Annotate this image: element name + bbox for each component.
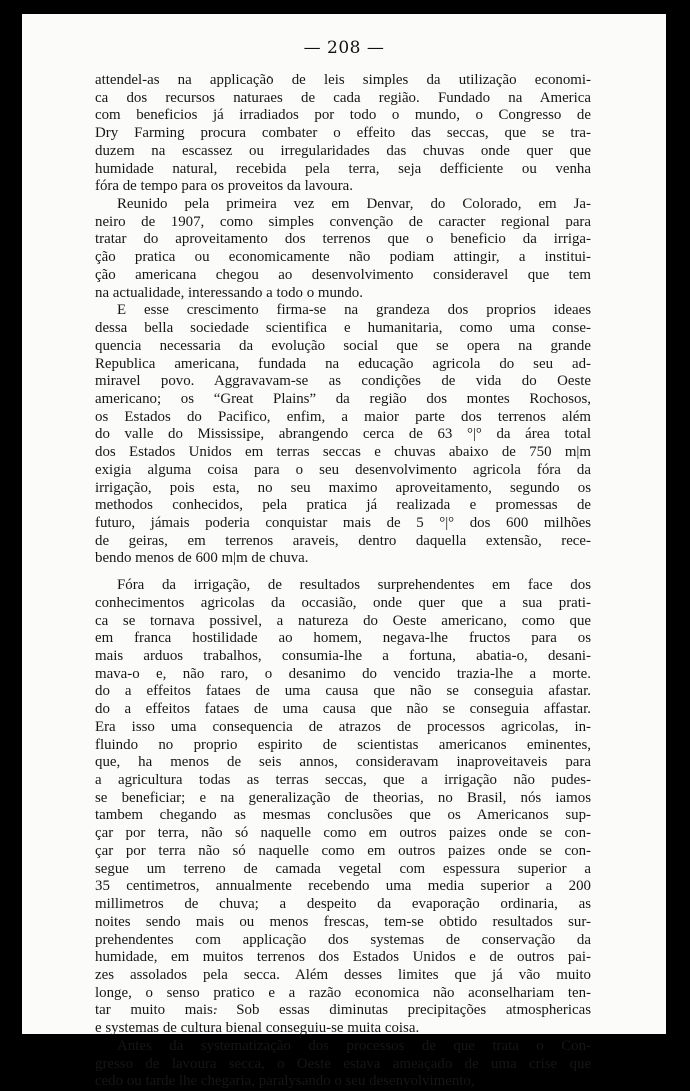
text-line: miravel povo. Aggravavam-se as condições de vida do Oeste xyxy=(95,373,591,390)
text-line: americano; os “Great Plains” da região dos montes Rochosos, xyxy=(95,390,591,407)
text-line: 35 centimetros, annualmente recebendo uma media superior a 200 xyxy=(95,878,591,895)
text-line: mais arduos trabalhos, consumia-lhe a fortuna, abatia-o, desani- xyxy=(95,648,591,664)
paragraph xyxy=(95,1038,591,1091)
body-text xyxy=(95,72,591,1091)
text-line: de geiras, em terrenos araveis, dentro daquella extensão, rece- xyxy=(95,532,591,549)
text-line: Republica americana, fundada na educação agricola do seu ad- xyxy=(95,355,591,372)
text-line: methodos conhecidos, pela pratica já realizada e promessas de xyxy=(95,497,591,514)
text-line: se beneficiar; e na generalização de theorias, no Brasil, nós iamos xyxy=(95,789,591,806)
text-line: dos Estados Unidos em terras seccas e chuvas abaixo de 750 m|m xyxy=(95,444,591,461)
paragraph xyxy=(95,196,591,302)
text-line: na actualidade, interessando a todo o mundo. xyxy=(95,284,363,301)
text-line: tambem chegando as mesmas conclusões que os Americanos sup- xyxy=(95,807,591,824)
text-line: e systemas de cultura bienal conseguiu-se muita coisa. xyxy=(95,1020,420,1037)
text-line: longe, o senso pratico e a razão economica não aconselhariam ten- xyxy=(95,984,591,1001)
text-line: Reunido pela primeira vez em Denvar, do Colorado, em Ja- xyxy=(117,196,591,213)
text-line: zes assolados pela secca. Além desses limites que já vão muito xyxy=(95,966,591,983)
text-line: do a effeitos fataes de uma causa que não se conseguia afastar. xyxy=(95,683,591,700)
text-line: humidade natural, recebida pela terra, seja defficiente ou venha xyxy=(95,160,591,177)
text-line: çar por terra, não só naquelle como em outros paizes onde se con- xyxy=(95,825,591,842)
text-line: futuro, jámais poderia conquistar mais de 5 °|° dos 600 milhões xyxy=(95,514,591,531)
text-line: segue um terreno de camada vegetal com espessura superior a xyxy=(95,860,591,877)
text-line: E esse crescimento firma-se na grandeza dos proprios ideaes xyxy=(117,302,591,319)
text-line: tar muito mais. Sob essas diminutas precipitações atmosphericas xyxy=(95,1002,591,1019)
text-line: conhecimentos agricolas da occasião, onde quer que a sua prati- xyxy=(95,594,591,611)
text-line: os Estados do Pacifico, enfim, a maior parte dos terrenos além xyxy=(95,408,591,425)
text-line: dessa bella sociedade scientifica e humanitaria, como uma conse- xyxy=(95,320,591,337)
text-line: Era isso uma consequencia de atrazos de processos agricolas, in- xyxy=(95,718,591,735)
text-line: prehendentes com applicação dos systemas de conservação da xyxy=(95,931,591,948)
text-line: cedo ou tarde lhe chegaria, paralysando o seu desenvolvimento, xyxy=(95,1073,475,1090)
text-line: Antes da systematização dos processos de que trata o Con- xyxy=(117,1037,591,1054)
text-line: irrigação, pois esta, no seu maximo aproveitamento, segundo os xyxy=(95,479,591,496)
paragraph xyxy=(95,577,591,1038)
paragraph xyxy=(95,72,591,196)
text-line: a agricultura todas as terras seccas, que a irrigação não pudes- xyxy=(95,772,591,789)
text-line: bendo menos de 600 m|m de chuva. xyxy=(95,550,309,567)
text-line: noites sendo mais ou menos frescas, tem-se obtido resultados sur- xyxy=(95,913,591,930)
text-line: que, ha menos de seis annos, consideravam inaproveitaveis para xyxy=(95,754,591,771)
text-line: ção americana chegou ao desenvolvimento consideravel que tem xyxy=(95,266,591,283)
text-line: millimetros de chuva; a despeito da evaporação ordinaria, as xyxy=(95,896,591,913)
text-line: neiro de 1907, como simples convenção de caracter regional para xyxy=(95,213,591,230)
text-line: Fóra da irrigação, de resultados surprehendentes em face dos xyxy=(117,577,591,594)
paragraph xyxy=(95,302,591,568)
text-line: com beneficios já irradiados por todo o mundo, o Congresso de xyxy=(95,107,591,124)
text-line: fluindo no proprio espirito de scientistas americanos eminentes, xyxy=(95,736,591,753)
text-line: mava-o e, não raro, o desanimo do vencido trazia-lhe a morte. xyxy=(95,665,591,682)
text-line: humidade, em muitos terrenos dos Estados Unidos e de outros pai- xyxy=(95,949,591,966)
text-line: ca dos recursos naturaes de cada região. Fundado na America xyxy=(95,89,591,106)
text-line: gresso de lavoura secca, o Oeste estava ameaçado de uma crise que xyxy=(95,1055,591,1072)
text-line: do valle do Mississipe, abrangendo cerca de 63 °|° da área total xyxy=(95,426,591,443)
text-line: çar por terra não só naquelle como em outros paizes onde se con- xyxy=(95,842,591,859)
page-number: — 208 — xyxy=(303,38,385,58)
text-line: duzem na escassez ou irregularidades das chuvas onde quer que xyxy=(95,142,591,159)
scanned-page xyxy=(22,14,666,1090)
text-line: ção pratica ou economicamente não podiam attingir, a institui- xyxy=(95,249,591,266)
paragraph-gap xyxy=(95,568,591,577)
text-line: tratar do aproveitamento dos terrenos que o beneficio da irriga- xyxy=(95,231,591,248)
text-line: ca se tornava possivel, a natureza do Oeste americano, como que xyxy=(95,612,591,629)
text-line: attendel-as na applicação de leis simples da utilização economi- xyxy=(95,72,591,88)
text-line: fóra de tempo para os proveitos da lavoura. xyxy=(95,178,354,195)
text-line: em franca hostilidade ao homem, negava-lhe fructos para os xyxy=(95,630,591,647)
text-line: quencia necessaria da evolução social que se opera na grande xyxy=(95,337,591,354)
text-line: do a effeitos fataes de uma causa que não se conseguia affastar. xyxy=(95,701,591,718)
text-line: exigia alguma coisa para o seu desenvolvimento agricola fóra da xyxy=(95,461,591,478)
text-line: Dry Farming procura combater o effeito das seccas, que se tra- xyxy=(95,125,591,142)
